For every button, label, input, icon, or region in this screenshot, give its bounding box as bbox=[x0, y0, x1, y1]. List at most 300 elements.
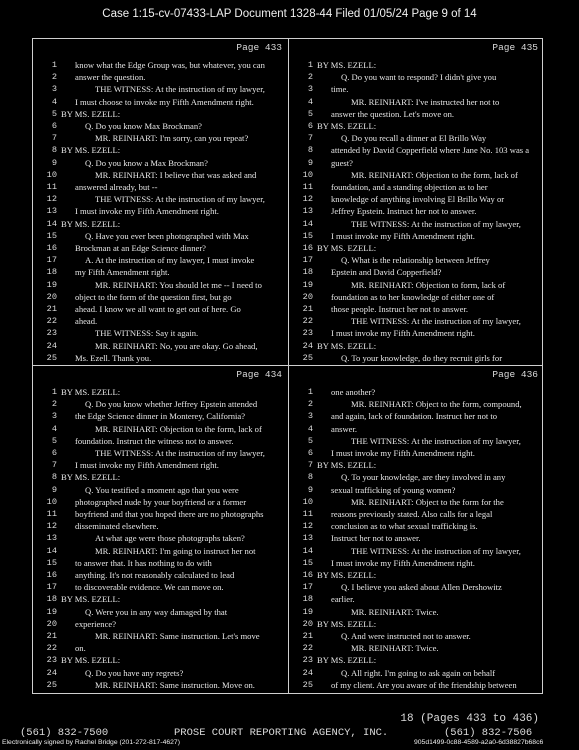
line-text: MR. REINHART: I believe that was asked and bbox=[95, 169, 257, 180]
line-number: 8 bbox=[51, 472, 57, 483]
transcript-line bbox=[289, 593, 544, 605]
line-number: 15 bbox=[46, 557, 57, 568]
line-number: 17 bbox=[46, 255, 57, 266]
line-text: THE WITNESS: At the instruction of my lawyer, bbox=[351, 218, 521, 229]
line-text: BY MS. EZELL: bbox=[61, 387, 121, 397]
transcript-line bbox=[289, 291, 544, 303]
line-text: THE WITNESS: At the instruction of my lawyer, bbox=[95, 84, 265, 95]
line-number: 3 bbox=[51, 84, 57, 95]
line-text: foundation as to her knowledge of either one of bbox=[331, 291, 495, 302]
transcript-line bbox=[289, 169, 544, 181]
transcript-line bbox=[289, 398, 544, 410]
transcript-line bbox=[33, 630, 288, 642]
line-number: 25 bbox=[46, 679, 57, 690]
transcript-line bbox=[289, 532, 544, 544]
line-number: 1 bbox=[307, 387, 313, 397]
transcript-line bbox=[289, 96, 544, 108]
line-number: 18 bbox=[46, 594, 57, 605]
page-label: Page 435 bbox=[492, 42, 538, 53]
line-number: 24 bbox=[302, 340, 313, 351]
line-number: 17 bbox=[302, 582, 313, 593]
line-number: 5 bbox=[51, 108, 57, 119]
line-text: I must choose to invoke my Fifth Amendment right. bbox=[75, 96, 254, 107]
line-text: MR. REINHART: I'm sorry, can you repeat? bbox=[95, 133, 249, 144]
line-number: 23 bbox=[302, 655, 313, 666]
line-text: THE WITNESS: At the instruction of my lawyer, bbox=[95, 448, 265, 458]
transcript-line bbox=[289, 157, 544, 169]
transcript-line bbox=[289, 340, 544, 352]
line-number: 3 bbox=[307, 84, 313, 95]
transcript-line bbox=[33, 545, 288, 557]
transcript-line bbox=[289, 569, 544, 581]
line-number: 13 bbox=[302, 206, 313, 217]
line-number: 12 bbox=[302, 521, 313, 532]
line-number: 13 bbox=[46, 206, 57, 217]
line-number: 15 bbox=[46, 230, 57, 241]
transcript-line bbox=[33, 654, 288, 666]
line-number: 10 bbox=[46, 496, 57, 507]
transcript-line bbox=[289, 303, 544, 315]
line-text: earlier. bbox=[331, 594, 355, 605]
transcript-line bbox=[33, 242, 288, 254]
line-number: 7 bbox=[307, 133, 313, 144]
line-text: experience? bbox=[75, 618, 117, 629]
line-text: MR. REINHART: Same instruction. Let's move bbox=[95, 631, 260, 641]
line-text: knowledge of anything involving El Brillo Way or bbox=[331, 194, 505, 205]
line-text: THE WITNESS: Say it again. bbox=[95, 328, 199, 339]
transcript-line bbox=[33, 520, 288, 532]
transcript-line bbox=[289, 642, 544, 654]
line-number: 23 bbox=[302, 328, 313, 339]
transcript-line bbox=[33, 459, 288, 471]
line-text: BY MS. EZELL: bbox=[61, 218, 121, 229]
line-text: boyfriend and that you hoped there are no photographs bbox=[75, 509, 264, 519]
transcript-line bbox=[33, 169, 288, 181]
transcript-line bbox=[289, 496, 544, 508]
line-number: 25 bbox=[302, 352, 313, 363]
line-text: photographed nude by your boyfriend or a former bbox=[75, 496, 247, 507]
line-number: 2 bbox=[307, 399, 313, 410]
line-number: 1 bbox=[51, 387, 57, 397]
line-text: know what the Edge Group was, but whatever, you can bbox=[75, 60, 265, 70]
line-text: Q. And were instructed not to answer. bbox=[341, 631, 471, 641]
transcript-line bbox=[289, 59, 544, 71]
line-number: 22 bbox=[46, 316, 57, 327]
line-number: 14 bbox=[302, 545, 313, 556]
line-text: BY MS. EZELL: bbox=[317, 460, 377, 471]
line-text: At what age were those photographs taken? bbox=[95, 533, 245, 544]
transcript-line bbox=[33, 71, 288, 83]
line-number: 24 bbox=[46, 340, 57, 351]
line-text: I must invoke my Fifth Amendment right. bbox=[331, 557, 475, 568]
line-number: 17 bbox=[302, 255, 313, 266]
transcript-line bbox=[33, 496, 288, 508]
transcript-line bbox=[289, 83, 544, 95]
line-number: 12 bbox=[302, 194, 313, 205]
line-number: 5 bbox=[307, 435, 313, 446]
line-text: MR. REINHART: Objection to the form, lack of bbox=[351, 169, 518, 180]
line-text: Q. Do you know Max Brockman? bbox=[85, 121, 202, 131]
line-text: to answer that. It has nothing to do with bbox=[75, 557, 212, 568]
line-number: 3 bbox=[51, 411, 57, 422]
page-label: Page 436 bbox=[492, 369, 538, 380]
transcript-line bbox=[289, 618, 544, 630]
line-text: object to the form of the question first, but go bbox=[75, 291, 232, 302]
line-number: 6 bbox=[51, 448, 57, 458]
line-number: 8 bbox=[307, 145, 313, 156]
line-text: I must invoke my Fifth Amendment right. bbox=[331, 328, 475, 339]
line-text: and again, lack of foundation. Instruct her not to bbox=[331, 411, 498, 422]
line-text: Q. You testified a moment ago that you were bbox=[85, 484, 239, 495]
signature-line bbox=[2, 739, 577, 749]
line-number: 4 bbox=[307, 423, 313, 434]
line-number: 7 bbox=[51, 133, 57, 144]
transcript-line bbox=[289, 132, 544, 144]
transcript-line bbox=[33, 230, 288, 242]
line-number: 8 bbox=[51, 145, 57, 156]
transcript-page-435 bbox=[289, 39, 544, 365]
line-text: BY MS. EZELL: bbox=[61, 594, 121, 605]
line-text: BY MS. EZELL: bbox=[317, 121, 377, 131]
transcript-line bbox=[33, 423, 288, 435]
transcript-line bbox=[33, 618, 288, 630]
page-label: Page 434 bbox=[236, 369, 282, 380]
line-text: Q. Do you know a Max Brockman? bbox=[85, 157, 208, 168]
line-number: 24 bbox=[46, 667, 57, 678]
line-number: 3 bbox=[307, 411, 313, 422]
line-number: 15 bbox=[302, 557, 313, 568]
line-text: BY MS. EZELL: bbox=[61, 145, 121, 156]
line-number: 25 bbox=[46, 352, 57, 363]
transcript-line bbox=[289, 218, 544, 230]
line-text: MR. REINHART: No, you are okay. Go ahead, bbox=[95, 340, 258, 351]
line-number: 6 bbox=[307, 448, 313, 458]
transcript-line bbox=[289, 352, 544, 364]
transcript-line bbox=[289, 181, 544, 193]
line-text: ahead. bbox=[75, 316, 98, 327]
line-text: Q. Have you ever been photographed with Max bbox=[85, 230, 249, 241]
transcript-line bbox=[289, 447, 544, 459]
line-text: disseminated elsewhere. bbox=[75, 521, 159, 532]
line-number: 20 bbox=[302, 291, 313, 302]
transcript-line bbox=[289, 606, 544, 618]
transcript-line bbox=[289, 630, 544, 642]
transcript-line bbox=[33, 352, 288, 364]
line-number: 20 bbox=[46, 618, 57, 629]
line-text: answer the question. bbox=[75, 72, 146, 83]
line-number: 21 bbox=[302, 631, 313, 641]
transcript-line bbox=[33, 557, 288, 569]
line-text: I must invoke my Fifth Amendment right. bbox=[331, 230, 475, 241]
line-text: BY MS. EZELL: bbox=[61, 108, 121, 119]
line-text: Ms. Ezell. Thank you. bbox=[75, 352, 152, 363]
line-text: conclusion as to what sexual trafficking is. bbox=[331, 521, 478, 532]
line-number: 4 bbox=[307, 96, 313, 107]
line-text: Q. Do you know whether Jeffrey Epstein attended bbox=[85, 399, 258, 410]
transcript-line bbox=[33, 120, 288, 132]
agency-name: PROSE COURT REPORTING AGENCY, INC. bbox=[174, 727, 389, 739]
line-number: 13 bbox=[46, 533, 57, 544]
line-number: 15 bbox=[302, 230, 313, 241]
transcript-line bbox=[33, 144, 288, 156]
transcript-line bbox=[289, 435, 544, 447]
line-text: one another? bbox=[331, 387, 376, 397]
transcript-line bbox=[289, 459, 544, 471]
transcript-line bbox=[33, 340, 288, 352]
phone-left: (561) 832-7500 bbox=[20, 727, 109, 739]
line-text: to discoverable evidence. We can move on. bbox=[75, 582, 224, 593]
line-text: THE WITNESS: At the instruction of my lawyer, bbox=[351, 545, 521, 556]
line-text: Jeffrey Epstein. Instruct her not to answer. bbox=[331, 206, 477, 217]
transcript-line bbox=[289, 386, 544, 398]
line-number: 22 bbox=[302, 643, 313, 654]
line-number: 6 bbox=[51, 121, 57, 131]
transcript-line bbox=[289, 205, 544, 217]
line-number: 12 bbox=[46, 521, 57, 532]
line-number: 11 bbox=[46, 509, 57, 519]
transcript-line bbox=[33, 484, 288, 496]
line-text: answered already, but -- bbox=[75, 182, 158, 192]
signed-by: Electronically signed by Rachel Bridge (201-272-817-4627) bbox=[2, 739, 180, 746]
line-text: MR. REINHART: Same instruction. Move on. bbox=[95, 679, 255, 690]
transcript-line bbox=[33, 291, 288, 303]
page-range: 18 (Pages 433 to 436) bbox=[400, 713, 539, 725]
line-number: 16 bbox=[302, 570, 313, 580]
line-number: 19 bbox=[302, 279, 313, 290]
line-text: THE WITNESS: At the instruction of my lawyer, bbox=[351, 435, 521, 446]
transcript-line bbox=[289, 679, 544, 691]
transcript-line bbox=[289, 557, 544, 569]
line-text: I must invoke my Fifth Amendment right. bbox=[331, 448, 475, 458]
line-text: Q. To your knowledge, are they involved in any bbox=[341, 472, 506, 483]
line-number: 11 bbox=[302, 182, 313, 192]
transcript-line bbox=[289, 520, 544, 532]
transcript-line bbox=[289, 327, 544, 339]
line-text: BY MS. EZELL: bbox=[317, 655, 377, 666]
line-number: 16 bbox=[46, 243, 57, 253]
line-number: 18 bbox=[302, 267, 313, 278]
transcript-line bbox=[289, 242, 544, 254]
line-text: MR. REINHART: Object to the form, compound, bbox=[351, 399, 522, 410]
transcript-line bbox=[33, 108, 288, 120]
document-hash: 905d1499-0c88-4589-a2a0-6d38827b68c6 bbox=[414, 739, 544, 746]
transcript-line bbox=[289, 279, 544, 291]
transcript-line bbox=[33, 181, 288, 193]
line-number: 1 bbox=[307, 60, 313, 70]
transcript-line bbox=[33, 254, 288, 266]
transcript-line bbox=[33, 205, 288, 217]
transcript-line bbox=[33, 447, 288, 459]
line-number: 5 bbox=[307, 108, 313, 119]
line-number: 14 bbox=[46, 218, 57, 229]
line-text: answer the question. Let's move on. bbox=[331, 108, 455, 119]
line-number: 24 bbox=[302, 667, 313, 678]
line-text: BY MS. EZELL: bbox=[317, 618, 377, 629]
line-text: my Fifth Amendment right. bbox=[75, 267, 170, 278]
line-text: Brockman at an Edge Science dinner? bbox=[75, 243, 207, 253]
line-text: THE WITNESS: At the instruction of my lawyer, bbox=[351, 316, 521, 327]
line-text: MR. REINHART: Twice. bbox=[351, 606, 439, 617]
line-text: BY MS. EZELL: bbox=[317, 60, 377, 70]
line-text: sexual trafficking of young women? bbox=[331, 484, 456, 495]
transcript-line bbox=[33, 157, 288, 169]
line-number: 7 bbox=[51, 460, 57, 471]
transcript-line bbox=[289, 581, 544, 593]
transcript-page-436 bbox=[289, 366, 544, 692]
line-number: 22 bbox=[302, 316, 313, 327]
line-text: Q. Do you want to respond? I didn't give you bbox=[341, 72, 497, 83]
line-number: 9 bbox=[307, 484, 313, 495]
line-number: 13 bbox=[302, 533, 313, 544]
line-text: Q. What is the relationship between Jeffrey bbox=[341, 255, 490, 266]
transcript-line bbox=[33, 218, 288, 230]
line-number: 9 bbox=[307, 157, 313, 168]
line-number: 7 bbox=[307, 460, 313, 471]
line-number: 18 bbox=[46, 267, 57, 278]
transcript-line bbox=[33, 606, 288, 618]
line-number: 18 bbox=[302, 594, 313, 605]
transcript-line bbox=[33, 508, 288, 520]
transcript-line bbox=[33, 96, 288, 108]
line-number: 20 bbox=[302, 618, 313, 629]
line-number: 19 bbox=[46, 606, 57, 617]
transcript-line bbox=[33, 593, 288, 605]
line-text: Q. Were you in any way damaged by that bbox=[85, 606, 228, 617]
line-text: answer. bbox=[331, 423, 358, 434]
transcript-line bbox=[33, 59, 288, 71]
transcript-line bbox=[289, 266, 544, 278]
transcript-line bbox=[289, 654, 544, 666]
line-text: ahead. I know we all want to get out of here. Go bbox=[75, 304, 241, 314]
line-number: 11 bbox=[46, 182, 57, 192]
line-text: Epstein and David Copperfield? bbox=[331, 267, 442, 278]
transcript-line bbox=[33, 435, 288, 447]
line-text: Q. Do you recall a dinner at El Brillo Way bbox=[341, 133, 487, 144]
transcript-line bbox=[33, 410, 288, 422]
transcript-line bbox=[289, 144, 544, 156]
transcript-line bbox=[33, 279, 288, 291]
line-text: foundation, and a standing objection as to her bbox=[331, 182, 488, 192]
line-text: foundation. Instruct the witness not to answer. bbox=[75, 435, 234, 446]
line-text: Q. All right. I'm going to ask again on behalf bbox=[341, 667, 496, 678]
transcript-line bbox=[289, 120, 544, 132]
transcript-line bbox=[33, 132, 288, 144]
line-text: Q. Do you have any regrets? bbox=[85, 667, 184, 678]
transcript-line bbox=[33, 569, 288, 581]
case-header: Case 1:15-cv-07433-LAP Document 1328-44 Filed 01/05/24 Page 9 of 14 bbox=[102, 8, 477, 20]
line-text: reasons previously stated. Also calls for a legal bbox=[331, 509, 493, 519]
line-text: I must invoke my Fifth Amendment right. bbox=[75, 206, 219, 217]
line-text: BY MS. EZELL: bbox=[317, 570, 377, 580]
line-text: MR. REINHART: Objection to the form, lack of bbox=[95, 423, 262, 434]
line-number: 22 bbox=[46, 643, 57, 654]
line-text: MR. REINHART: Twice. bbox=[351, 643, 439, 654]
line-text: I must invoke my Fifth Amendment right. bbox=[75, 460, 219, 471]
transcript-line bbox=[289, 254, 544, 266]
line-number: 19 bbox=[46, 279, 57, 290]
line-number: 8 bbox=[307, 472, 313, 483]
line-number: 10 bbox=[46, 169, 57, 180]
transcript-line bbox=[33, 581, 288, 593]
transcript-line bbox=[33, 386, 288, 398]
line-text: BY MS. EZELL: bbox=[317, 340, 377, 351]
line-text: time. bbox=[331, 84, 349, 95]
line-text: the Edge Science dinner in Monterey, California? bbox=[75, 411, 246, 422]
transcript-line bbox=[289, 108, 544, 120]
transcript-line bbox=[33, 193, 288, 205]
transcript-line bbox=[33, 315, 288, 327]
transcript-line bbox=[33, 471, 288, 483]
line-text: anything. It's not reasonably calculated to lead bbox=[75, 570, 235, 580]
transcript-line bbox=[289, 484, 544, 496]
transcript-line bbox=[289, 230, 544, 242]
line-number: 9 bbox=[51, 157, 57, 168]
line-number: 5 bbox=[51, 435, 57, 446]
transcript-line bbox=[33, 303, 288, 315]
transcript-line bbox=[289, 508, 544, 520]
line-number: 2 bbox=[51, 72, 57, 83]
line-number: 19 bbox=[302, 606, 313, 617]
line-text: MR. REINHART: Objection to form, lack of bbox=[351, 279, 506, 290]
line-number: 21 bbox=[46, 304, 57, 314]
transcript-line bbox=[289, 423, 544, 435]
line-number: 25 bbox=[302, 679, 313, 690]
line-number: 4 bbox=[51, 423, 57, 434]
transcript-line bbox=[33, 266, 288, 278]
line-number: 21 bbox=[46, 631, 57, 641]
line-number: 9 bbox=[51, 484, 57, 495]
transcript-line bbox=[33, 667, 288, 679]
line-text: on. bbox=[75, 643, 86, 654]
line-number: 16 bbox=[46, 570, 57, 580]
transcript-line bbox=[33, 679, 288, 691]
line-number: 2 bbox=[307, 72, 313, 83]
agency-line bbox=[0, 727, 579, 739]
transcript-line bbox=[289, 545, 544, 557]
line-number: 21 bbox=[302, 304, 313, 314]
transcript-line bbox=[33, 327, 288, 339]
line-number: 14 bbox=[46, 545, 57, 556]
line-text: A. At the instruction of my lawyer, I must invoke bbox=[85, 255, 255, 266]
transcript-line bbox=[33, 532, 288, 544]
line-text: MR. REINHART: I'm going to instruct her not bbox=[95, 545, 256, 556]
line-number: 6 bbox=[307, 121, 313, 131]
transcript-line bbox=[289, 71, 544, 83]
transcript-line bbox=[289, 315, 544, 327]
line-text: of my client. Are you aware of the friendship between bbox=[331, 679, 517, 690]
line-text: MR. REINHART: I've instructed her not to bbox=[351, 96, 500, 107]
line-text: THE WITNESS: At the instruction of my lawyer, bbox=[95, 194, 265, 205]
transcript-line bbox=[33, 83, 288, 95]
line-number: 11 bbox=[302, 509, 313, 519]
transcript-sheet bbox=[32, 38, 543, 694]
line-number: 2 bbox=[51, 399, 57, 410]
line-text: guest? bbox=[331, 157, 353, 168]
transcript-page-434 bbox=[33, 366, 288, 692]
line-number: 17 bbox=[46, 582, 57, 593]
transcript-line bbox=[289, 667, 544, 679]
line-text: those people. Instruct her not to answer. bbox=[331, 304, 468, 314]
line-text: BY MS. EZELL: bbox=[317, 243, 377, 253]
transcript-line bbox=[289, 193, 544, 205]
transcript-line bbox=[289, 471, 544, 483]
line-number: 1 bbox=[51, 60, 57, 70]
line-text: Q. To your knowledge, do they recruit girls for bbox=[341, 352, 503, 363]
line-number: 23 bbox=[46, 655, 57, 666]
phone-right: (561) 832-7506 bbox=[444, 727, 533, 739]
transcript-line bbox=[289, 410, 544, 422]
line-text: BY MS. EZELL: bbox=[61, 655, 121, 666]
